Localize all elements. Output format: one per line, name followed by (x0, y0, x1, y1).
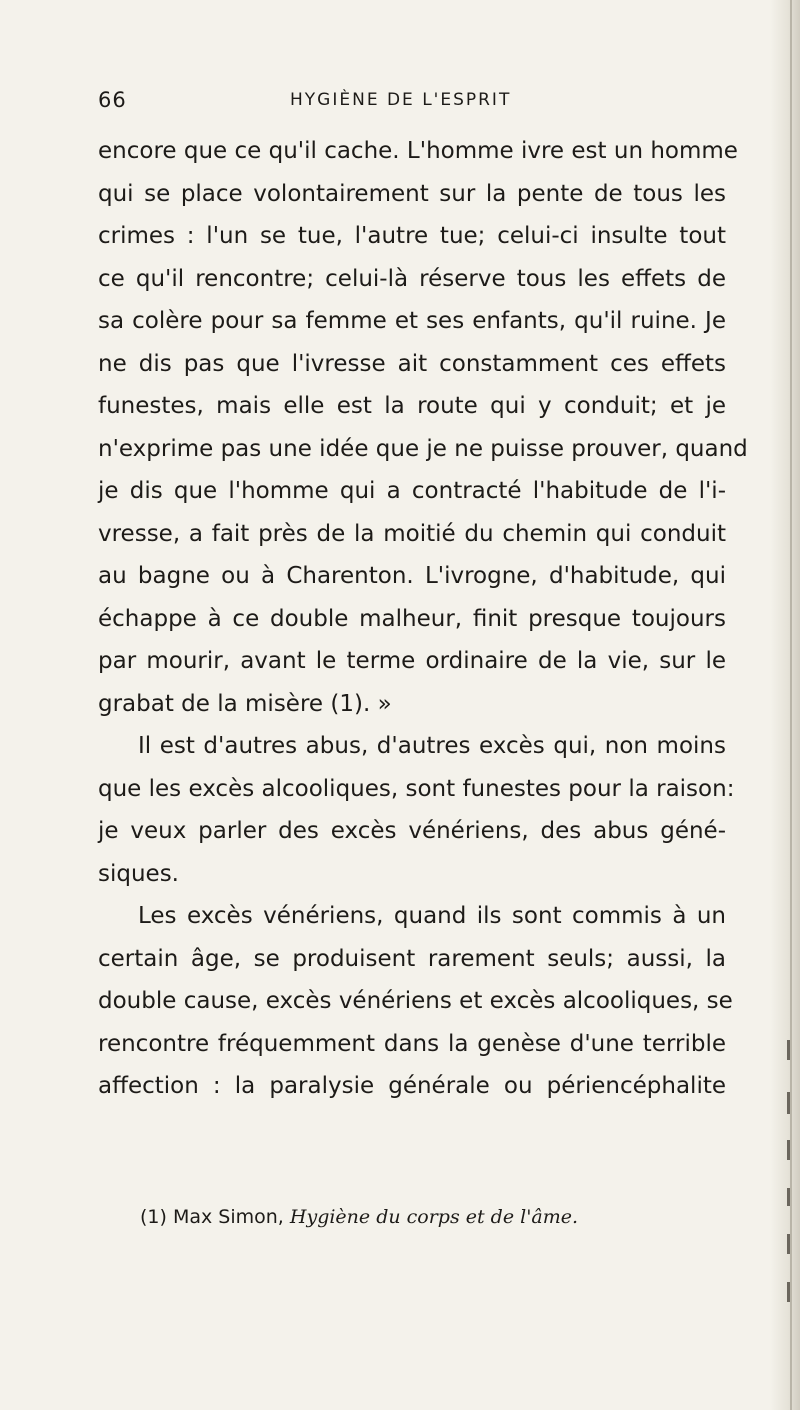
text-line: double cause, excès vénériens et excès alcooliques, se (98, 988, 733, 1014)
text-line: certain âge, se produisent rarement seuls; aussi, la (98, 945, 726, 972)
footnote (140, 1206, 578, 1228)
page-header (98, 88, 726, 118)
text-line: siques. (98, 860, 179, 887)
text-line: ce qu'il rencontre; celui-là réserve tous les effets de (98, 265, 726, 292)
text-line: par mourir, avant le terme ordinaire de la vie, sur le (98, 648, 726, 674)
footnote-title: Hygiène du corps et de l'âme. (289, 1206, 579, 1228)
text-line: je dis que l'homme qui a contracté l'habitude de l'i- (98, 478, 726, 504)
footnote-author: Max Simon, (172, 1206, 284, 1228)
text-line: vresse, a fait près de la moitié du chemin qui conduit (98, 520, 726, 547)
text-line: affection : la paralysie générale ou périencéphalite (98, 1073, 726, 1099)
running-head: HYGIÈNE DE L'ESPRIT (290, 90, 512, 110)
page-number: 66 (98, 88, 127, 112)
text-line: grabat de la misère (1). » (98, 690, 392, 717)
body-text (98, 130, 748, 1108)
text-line: ne dis pas que l'ivresse ait constamment ces effets (98, 350, 726, 377)
text-line: crimes : l'un se tue, l'autre tue; celui-ci insulte tout (98, 223, 726, 249)
page-edge-line (790, 0, 792, 1410)
text-line: qui se place volontairement sur la pente de tous les (98, 180, 726, 207)
text-line: funestes, mais elle est la route qui y conduit; et je (98, 393, 726, 419)
text-line: sa colère pour sa femme et ses enfants, qu'il ruine. Je (98, 308, 726, 334)
footnote-marker: (1) (140, 1206, 167, 1228)
text-line: au bagne ou à Charenton. L'ivrogne, d'habitude, qui (98, 563, 726, 589)
text-line: que les excès alcooliques, sont funestes pour la raison: (98, 775, 735, 802)
text-line: Il est d'autres abus, d'autres excès qui, non moins (138, 733, 726, 759)
page-edge-shadow (770, 0, 800, 1410)
text-line: je veux parler des excès vénériens, des abus géné- (98, 818, 726, 844)
text-line: encore que ce qu'il cache. L'homme ivre est un homme (98, 138, 738, 164)
text-line: échappe à ce double malheur, finit presque toujours (98, 605, 726, 632)
text-line: Les excès vénériens, quand ils sont commis à un (138, 903, 726, 929)
text-line: n'exprime pas une idée que je ne puisse prouver, quand (98, 435, 748, 462)
text-line: rencontre fréquemment dans la genèse d'une terrible (98, 1030, 726, 1057)
